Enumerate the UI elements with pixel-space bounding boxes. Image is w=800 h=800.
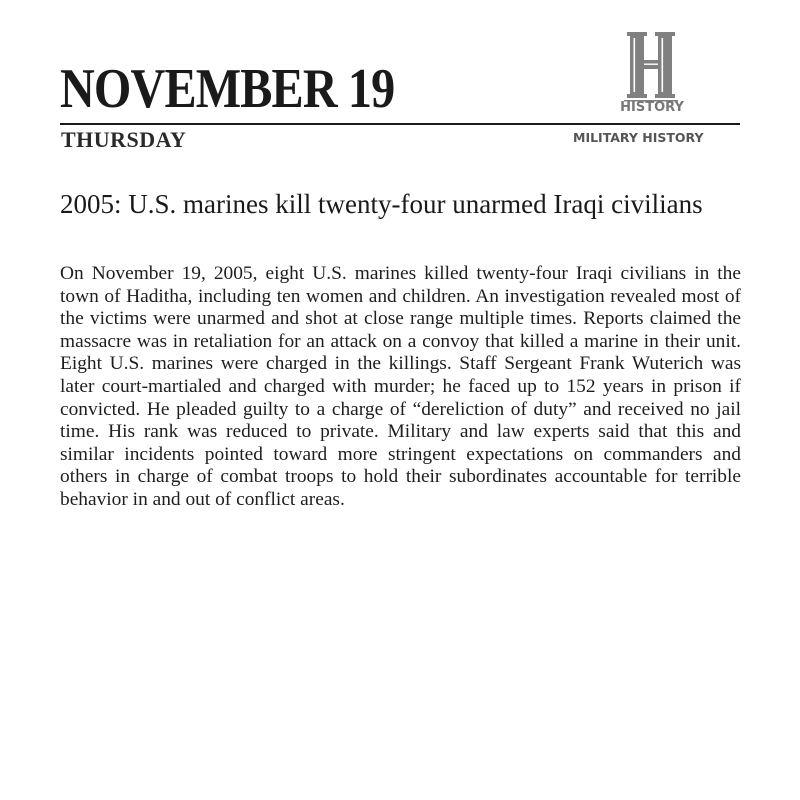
date-title: NOVEMBER 19 (60, 58, 395, 120)
section-label: MILITARY HISTORY (573, 130, 704, 145)
entry-body: On November 19, 2005, eight U.S. marines killed twenty-four Iraqi civilians in the town of Haditha, including ten women and children. An investigation revealed most of the victims were unarmed and shot at close range multiple times. Reports claimed the massacre was in retaliation for an attack on a convoy that killed a marine in their unit. Eight U.S. marines were charged in the killings. Staff Sergeant Frank Wuterich was later court-martialed and charged with murder; he faced up to 152 years in prison if convicted. He pleaded guilty to a charge of “dereliction of duty” and received no jail time. His rank was reduced to private. Military and law experts said that this and similar incidents pointed toward more stringent expectations on commanders and others in charge of combat troops to hold their subordinates accountable for terrible behavior in and out of conflict areas. (60, 263, 741, 510)
entry-headline: 2005: U.S. marines kill twenty-four unarmed Iraqi civilians (60, 189, 703, 219)
history-wordmark: HISTORY (620, 100, 684, 115)
weekday-label: THURSDAY (61, 127, 187, 152)
header-divider (60, 123, 740, 125)
